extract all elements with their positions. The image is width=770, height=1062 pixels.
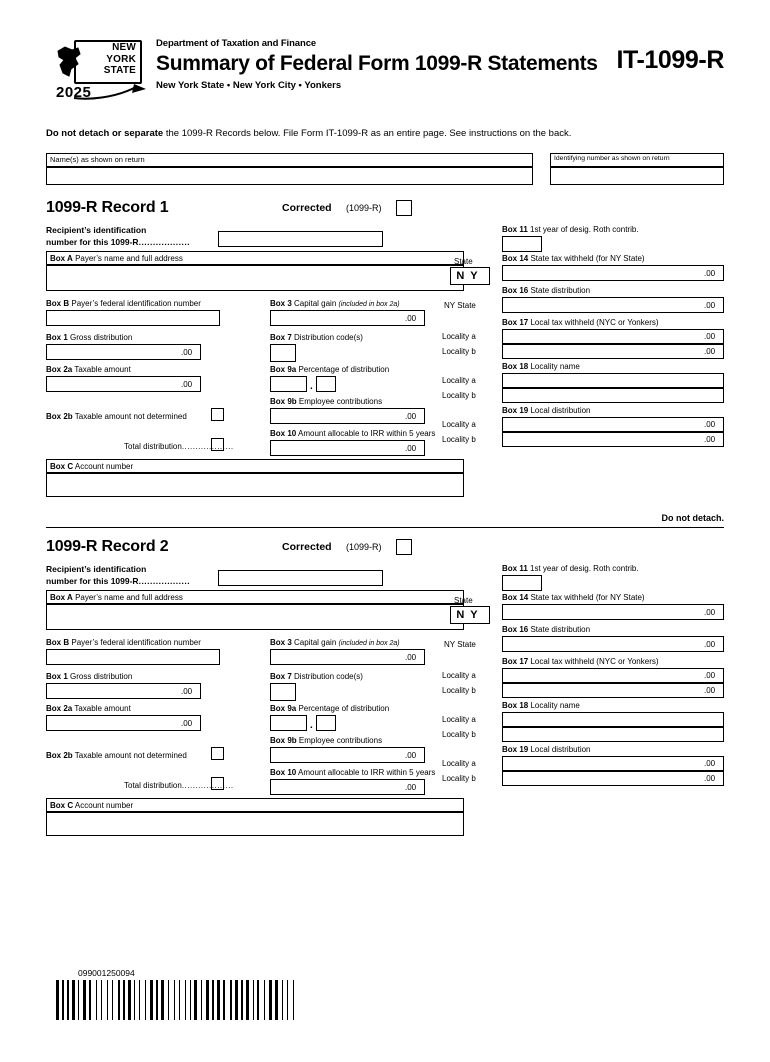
record-2-box-9b-input[interactable] (270, 747, 425, 763)
record-2-box-17-tag: Box 17 (502, 657, 529, 666)
record-1-box-2a-label: Taxable amount (74, 365, 131, 374)
record-1-locality-a-label-19: Locality a (442, 420, 476, 429)
form-header (46, 38, 724, 112)
record-2-box-1-input[interactable] (46, 683, 201, 699)
record-2-locality-a-label-17: Locality a (442, 671, 476, 680)
form-number: IT-1099-R (616, 46, 724, 74)
record-2-recipient-label-line1: Recipient’s identification (46, 564, 147, 574)
detach-notice-bold: Do not detach or separate (46, 128, 164, 139)
record-2-box-b-tag: Box B (46, 638, 70, 647)
record-1: 1099-R Record 1 Corrected (1099-R) Recipient’s identification number for this 1099-R.................. Box A Payer’s name and full address Box B Payer’s federal identification number Box 1 Gross distribution .00 Box 2a Taxable amount .00 Box 2b Taxable amount not determined Total distribution................... Box C Account number Box 3 Capital gain (included in box 2a) .00 Box 7 Distribution code(s) Box 9a Percentage of distribution . Box 9b Employee contributions .00 Box 10 Amount allocable to IRR within 5 years .00 Box 11 1st year of desig. Roth contrib. State NY Box 14 State tax withheld (for NY State) .00 Box 16 State distribution .00 NY State Box 17 Local tax withheld (NYC or Yonkers) .00 .00 Locality a Locality b Box 18 Locality name Locality a Locality b Box 19 Local distribution .00 .00 Locality a Locality b (46, 199, 724, 517)
record-1-box-11-input[interactable] (502, 236, 542, 252)
record-1-box-19-a-cents: .00 (704, 420, 716, 429)
record-2-state-value[interactable]: NY (450, 606, 490, 624)
record-1-box-9b-cents: .00 (405, 412, 417, 421)
record-2-corrected-paren: (1099-R) (346, 542, 382, 552)
name-label-box (46, 153, 533, 167)
record-2-box-10-label: Amount allocable to IRR within 5 years (298, 768, 436, 777)
record-1-box-14-tag: Box 14 (502, 254, 529, 263)
record-2-box-1-tag: Box 1 (46, 672, 68, 681)
record-1-box-9a-label: Percentage of distribution (298, 365, 390, 374)
record-2-locality-a-label-18: Locality a (442, 715, 476, 724)
identifying-number-input[interactable] (550, 167, 724, 185)
record-2-box-2a-input[interactable] (46, 715, 201, 731)
record-2-box-7-input[interactable] (270, 683, 296, 701)
record-2-box-3-label: Capital gain (294, 638, 337, 647)
record-1-box-b-label: Payer’s federal identification number (71, 299, 201, 308)
record-2-locality-b-label-18: Locality b (442, 730, 476, 739)
record-1-box-17-label: Local tax withheld (NYC or Yonkers) (530, 318, 659, 327)
record-1-box-a-tag: Box A (50, 254, 73, 263)
record-1-box-c-input[interactable] (46, 473, 464, 497)
record-2-box-c-label: Account number (74, 801, 134, 810)
barcode-number: 099001250094 (78, 968, 135, 978)
record-2-box-b-input[interactable] (46, 649, 220, 665)
record-2-box-17-b-cents: .00 (704, 686, 716, 695)
state-outline-icon (56, 45, 82, 79)
record-2-box-17-input-b[interactable] (502, 683, 724, 698)
record-1-box-7-input[interactable] (270, 344, 296, 362)
record-2-corrected-checkbox[interactable] (396, 539, 412, 555)
record-1-box-18-input-a[interactable] (502, 373, 724, 388)
record-1-box-14-cents: .00 (704, 269, 716, 278)
record-1-box-19-tag: Box 19 (502, 406, 529, 415)
record-2-box-a-input[interactable] (46, 604, 464, 630)
form-subtitle: New York State • New York City • Yonkers (156, 80, 342, 91)
record-2-box-18-input-a[interactable] (502, 712, 724, 727)
record-1-state-value[interactable]: NY (450, 267, 490, 285)
record-1-box-16-cents: .00 (704, 301, 716, 310)
record-1-box-1-label: Gross distribution (70, 333, 133, 342)
record-1-box-7-tag: Box 7 (270, 333, 292, 342)
record-1-box-9b-label: Employee contributions (298, 397, 383, 406)
record-separator (46, 513, 724, 528)
do-not-detach-note: Do not detach. (661, 513, 724, 523)
record-1-box-17-b-cents: .00 (704, 347, 716, 356)
record-2-box-11-label: 1st year of desig. Roth contrib. (530, 564, 639, 573)
record-1-box-18-label: Locality name (530, 362, 580, 371)
record-2-box-9a-decimal: . (310, 720, 313, 731)
record-1-box-19-label: Local distribution (530, 406, 591, 415)
record-1-box-3-input[interactable] (270, 310, 425, 326)
logo-year: 2025 (56, 84, 92, 101)
record-1-box-1-tag: Box 1 (46, 333, 68, 342)
record-1-box-c-tag: Box C (50, 462, 74, 471)
record-1-corrected-checkbox[interactable] (396, 200, 412, 216)
record-1-box-3-tag: Box 3 (270, 299, 292, 308)
record-1-box-c-label-box (46, 459, 464, 473)
record-2-box-2a-tag: Box 2a (46, 704, 73, 713)
record-2-box-17-input-a[interactable] (502, 668, 724, 683)
identifying-number-value (551, 168, 723, 170)
record-1-box-2b-label: Taxable amount not determined (74, 412, 187, 421)
record-1-box-18-tag: Box 18 (502, 362, 529, 371)
record-1-recipient-id-input[interactable] (218, 231, 383, 247)
record-2-box-10-cents: .00 (405, 783, 417, 792)
record-2-box-3-input[interactable] (270, 649, 425, 665)
record-2-box-19-label: Local distribution (530, 745, 591, 754)
record-1-corrected-paren: (1099-R) (346, 203, 382, 213)
record-2-box-9b-label: Employee contributions (298, 736, 383, 745)
record-1-box-17-a-cents: .00 (704, 332, 716, 341)
record-2-box-2a-label: Taxable amount (74, 704, 131, 713)
record-2-recipient-id-input[interactable] (218, 570, 383, 586)
logo-frame-text (74, 42, 142, 77)
record-1-recipient-label-line2: number for this 1099-R.................. (46, 237, 191, 247)
record-1-locality-b-label-19: Locality b (442, 435, 476, 444)
record-2-title: 1099-R Record 2 (46, 538, 169, 555)
record-2-box-17-a-cents: .00 (704, 671, 716, 680)
record-1-box-2a-cents: .00 (181, 380, 193, 389)
record-2-box-18-label: Locality name (530, 701, 580, 710)
record-1-box-17-input-a[interactable] (502, 329, 724, 344)
record-2-box-10-input[interactable] (270, 779, 425, 795)
record-1-box-9a-tag: Box 9a (270, 365, 297, 374)
record-1-box-19-input-b[interactable] (502, 432, 724, 447)
record-1-box-16-tag: Box 16 (502, 286, 529, 295)
record-2-box-16-input[interactable] (502, 636, 724, 652)
record-2-box-7-label: Distribution code(s) (294, 672, 363, 681)
record-1-box-19-b-cents: .00 (704, 435, 716, 444)
record-2-box-17-label: Local tax withheld (NYC or Yonkers) (530, 657, 659, 666)
record-2-ny-state-label: NY State (444, 640, 476, 649)
record-2-box-11-tag: Box 11 (502, 564, 528, 573)
record-2-box-2b-checkbox[interactable] (211, 747, 224, 760)
record-1-box-17-input-b[interactable] (502, 344, 724, 359)
record-1-state-label: State (454, 257, 473, 266)
logo-line-2: YORK (106, 53, 136, 65)
record-1-title: 1099-R Record 1 (46, 199, 169, 216)
record-1-box-b-input[interactable] (46, 310, 220, 326)
record-2-box-19-input-b[interactable] (502, 771, 724, 786)
record-1-box-9b-tag: Box 9b (270, 397, 297, 406)
record-1-box-3-label: Capital gain (294, 299, 337, 308)
detach-notice (46, 128, 724, 139)
record-1-box-14-label: State tax withheld (for NY State) (530, 254, 645, 263)
barcode-image (56, 980, 295, 1020)
identifying-number-label-box (550, 153, 724, 167)
record-1-box-2b-checkbox[interactable] (211, 408, 224, 421)
record-2-box-18-tag: Box 18 (502, 701, 529, 710)
record-1-total-distribution-checkbox[interactable] (211, 438, 224, 451)
record-2-box-14-tag: Box 14 (502, 593, 529, 602)
record-2-box-16-cents: .00 (704, 640, 716, 649)
record-1-box-9b-input[interactable] (270, 408, 425, 424)
record-2-box-2a-cents: .00 (181, 719, 193, 728)
record-2-box-a-label-box (46, 590, 464, 604)
record-2-box-19-tag: Box 19 (502, 745, 529, 754)
record-2-box-14-input[interactable] (502, 604, 724, 620)
record-1-box-14-input[interactable] (502, 265, 724, 281)
record-2-box-2b-tag: Box 2b (46, 751, 73, 760)
record-2-corrected-label: Corrected (282, 541, 332, 553)
record-1-locality-a-label-17: Locality a (442, 332, 476, 341)
form-title: Summary of Federal Form 1099-R Statements (156, 52, 598, 75)
record-2-box-1-cents: .00 (181, 687, 193, 696)
record-1-box-11-label: 1st year of desig. Roth contrib. (530, 225, 639, 234)
record-2-box-9b-cents: .00 (405, 751, 417, 760)
record-1-box-10-cents: .00 (405, 444, 417, 453)
record-1-box-1-input[interactable] (46, 344, 201, 360)
record-2-box-c-input[interactable] (46, 812, 464, 836)
record-1-box-9a-decimal: . (310, 381, 313, 392)
record-2-box-a-label: Payer’s name and full address (75, 593, 183, 602)
record-1-box-10-tag: Box 10 (270, 429, 297, 438)
record-1-box-9a-input-2[interactable] (316, 376, 336, 392)
record-2-box-19-input-a[interactable] (502, 756, 724, 771)
record-2-box-11-input[interactable] (502, 575, 542, 591)
record-2-box-9a-label: Percentage of distribution (298, 704, 390, 713)
barcode-block (56, 968, 295, 1020)
record-2-box-3-cents: .00 (405, 653, 417, 662)
record-2-locality-b-label-17: Locality b (442, 686, 476, 695)
record-1-locality-b-label-17: Locality b (442, 347, 476, 356)
record-1-box-10-label: Amount allocable to IRR within 5 years (298, 429, 436, 438)
record-2-box-9a-input-2[interactable] (316, 715, 336, 731)
record-1-box-3-note: (included in box 2a) (338, 301, 400, 308)
record-1-box-a-input[interactable] (46, 265, 464, 291)
record-2-box-16-label: State distribution (530, 625, 591, 634)
record-2-box-19-a-cents: .00 (704, 759, 716, 768)
header-text-block (156, 38, 598, 91)
record-2-box-19-b-cents: .00 (704, 774, 716, 783)
department-name: Department of Taxation and Finance (156, 38, 317, 49)
record-1-box-18-input-b[interactable] (502, 388, 724, 403)
record-2-recipient-label-line2: number for this 1099-R.................. (46, 576, 191, 586)
record-2-box-7-tag: Box 7 (270, 672, 292, 681)
record-1-box-2a-input[interactable] (46, 376, 201, 392)
record-1-total-distribution-label: Total distribution (124, 442, 182, 451)
record-2-state-label: State (454, 596, 473, 605)
record-2-box-16-tag: Box 16 (502, 625, 529, 634)
record-1-ny-state-label: NY State (444, 301, 476, 310)
record-2-box-a-tag: Box A (50, 593, 73, 602)
record-2-box-14-cents: .00 (704, 608, 716, 617)
identity-row (46, 153, 724, 187)
record-2-box-9a-input-1[interactable] (270, 715, 307, 731)
record-1-box-c-label: Account number (74, 462, 134, 471)
record-1-box-10-input[interactable] (270, 440, 425, 456)
record-1-locality-b-label-18: Locality b (442, 391, 476, 400)
record-1-box-a-label: Payer’s name and full address (75, 254, 183, 263)
record-2-box-3-tag: Box 3 (270, 638, 292, 647)
record-1-box-16-label: State distribution (530, 286, 591, 295)
record-1-box-1-cents: .00 (181, 348, 193, 357)
record-2-box-14-label: State tax withheld (for NY State) (530, 593, 645, 602)
record-1-box-7-label: Distribution code(s) (294, 333, 363, 342)
record-2-box-3-note: (included in box 2a) (338, 640, 400, 647)
record-2-box-1-label: Gross distribution (70, 672, 133, 681)
record-1-box-3-cents: .00 (405, 314, 417, 323)
form-page (0, 38, 770, 1062)
record-1-box-2b-tag: Box 2b (46, 412, 73, 421)
record-1-box-19-input-a[interactable] (502, 417, 724, 432)
record-2-box-c-tag: Box C (50, 801, 74, 810)
logo-line-3: STATE (103, 65, 136, 76)
record-2-box-9b-tag: Box 9b (270, 736, 297, 745)
record-1-recipient-label-line1: Recipient’s identification (46, 225, 147, 235)
record-2: 1099-R Record 2 Corrected (1099-R) Recipient’s identification number for this 1099-R.................. Box A Payer’s name and full address Box B Payer’s federal identification number Box 1 Gross distribution .00 Box 2a Taxable amount .00 Box 2b Taxable amount not determined Total distribution................... Box C Account number Box 3 Capital gain (included in box 2a) .00 Box 7 Distribution code(s) Box 9a Percentage of distribution . Box 9b Employee contributions .00 Box 10 Amount allocable to IRR within 5 years .00 Box 11 1st year of desig. Roth contrib. State NY Box 14 State tax withheld (for NY State) .00 Box 16 State distribution .00 NY State Box 17 Local tax withheld (NYC or Yonkers) .00 .00 Locality a Locality b Box 18 Locality name Locality a Locality b Box 19 Local distribution .00 .00 Locality a Locality b (46, 538, 724, 856)
name-input[interactable] (46, 167, 533, 185)
record-2-box-c-label-box (46, 798, 464, 812)
new-york-state-logo (56, 40, 142, 102)
record-1-box-11-tag: Box 11 (502, 225, 528, 234)
logo-line-1: NEW (112, 42, 136, 53)
record-2-box-2b-label: Taxable amount not determined (74, 751, 187, 760)
record-2-box-10-tag: Box 10 (270, 768, 297, 777)
record-1-box-16-input[interactable] (502, 297, 724, 313)
record-1-box-b-tag: Box B (46, 299, 70, 308)
record-2-total-distribution-checkbox[interactable] (211, 777, 224, 790)
name-value (47, 168, 532, 170)
record-1-box-2a-tag: Box 2a (46, 365, 73, 374)
record-2-locality-b-label-19: Locality b (442, 774, 476, 783)
record-2-box-18-input-b[interactable] (502, 727, 724, 742)
record-2-locality-a-label-19: Locality a (442, 759, 476, 768)
name-label: Name(s) as shown on return (50, 155, 145, 164)
identifying-number-label: Identifying number as shown on return (554, 155, 670, 162)
separator-line (46, 527, 724, 528)
record-2-total-distribution-label: Total distribution (124, 781, 182, 790)
record-1-box-a-label-box (46, 251, 464, 265)
record-1-corrected-label: Corrected (282, 202, 332, 214)
detach-notice-rest: the 1099-R Records below. File Form IT-1099-R as an entire page. See instructions on the back. (163, 128, 572, 139)
record-1-box-17-tag: Box 17 (502, 318, 529, 327)
record-1-box-9a-input-1[interactable] (270, 376, 307, 392)
record-2-box-9a-tag: Box 9a (270, 704, 297, 713)
record-2-box-b-label: Payer’s federal identification number (71, 638, 201, 647)
record-1-locality-a-label-18: Locality a (442, 376, 476, 385)
